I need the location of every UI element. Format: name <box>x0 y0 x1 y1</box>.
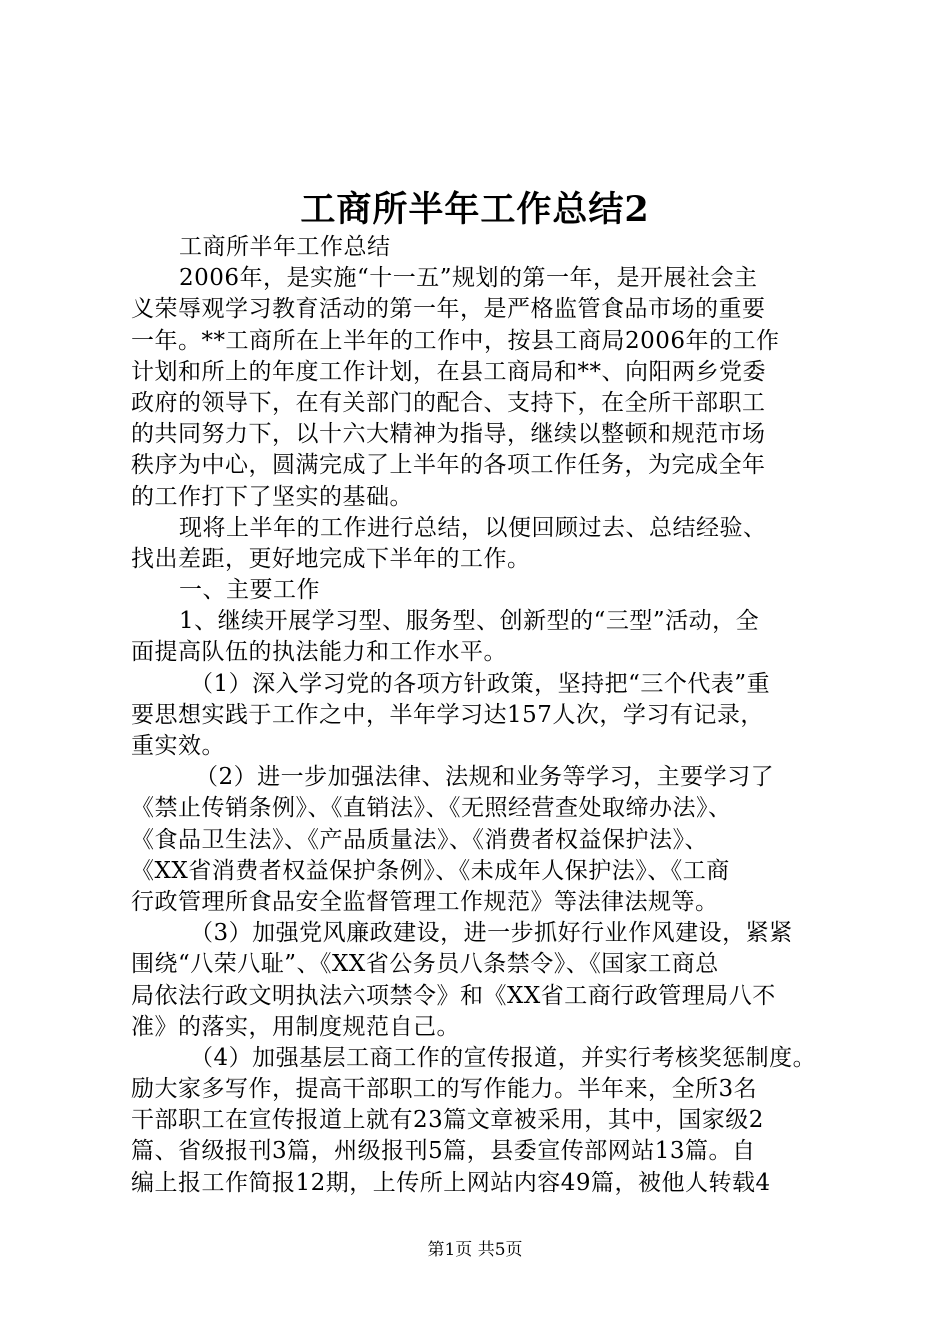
body-line: 义荣辱观学习教育活动的第一年，是严格监管食品市场的重要 <box>131 296 766 323</box>
body-line: 要思想实践于工作之中，半年学习达157人次，学习有记录， <box>131 701 764 728</box>
body-line: 1、继续开展学习型、服务型、创新型的“三型”活动，全 <box>179 608 760 635</box>
body-line: 《禁止传销条例》、《直销法》、《无照经营查处取缔办法》、 <box>131 795 732 822</box>
body-line: 找出差距，更好地完成下半年的工作。 <box>131 545 531 572</box>
body-line: 准》的落实，用制度规范自己。 <box>131 1013 460 1040</box>
body-line: 重实效。 <box>131 733 225 759</box>
body-line: 2006年，是实施“十一五”规划的第一年，是开展社会主 <box>179 265 758 292</box>
page-footer: 第1页 共5页 <box>427 1240 523 1260</box>
body-line: 计划和所上的年度工作计划，在县工商局和**、向阳两乡党委 <box>131 358 766 385</box>
body-line: 《XX省消费者权益保护条例》、《未成年人保护法》、《工商 <box>131 857 730 884</box>
body-line: 编上报工作简报12期，上传所上网站内容49篇，被他人转载4 <box>131 1169 771 1196</box>
body-line: 《食品卫生法》、《产品质量法》、《消费者权益保护法》、 <box>131 826 708 853</box>
body-line: 现将上半年的工作进行总结，以便回顾过去、总结经验、 <box>179 514 767 541</box>
body-line: 一年。**工商所在上半年的工作中，按县工商局2006年的工作 <box>131 327 780 354</box>
body-line: 行政管理所食品安全监督管理工作规范》等法律法规等。 <box>131 888 719 915</box>
document-title: 工商所半年工作总结2 <box>300 189 650 230</box>
body-line: 励大家多写作，提高干部职工的写作能力。半年来，全所3名 <box>131 1076 758 1103</box>
body-line: 秩序为中心，圆满完成了上半年的各项工作任务，为完成全年 <box>131 452 766 479</box>
body-line: 的共同努力下，以十六大精神为指导，继续以整顿和规范市场 <box>131 421 766 448</box>
body-line: 干部职工在宣传报道上就有23篇文章被采用，其中，国家级2 <box>131 1107 764 1134</box>
body-line: （1）深入学习党的各项方针政策，坚持把“三个代表”重 <box>190 670 771 697</box>
body-line: 政府的领导下，在有关部门的配合、支持下，在全所干部职工 <box>131 389 766 416</box>
body-line: 的工作打下了坚实的基础。 <box>131 483 413 510</box>
body-line: 围绕“八荣八耻”、《XX省公务员八条禁令》、《国家工商总 <box>131 951 719 978</box>
body-line: 工商所半年工作总结 <box>179 234 391 260</box>
body-line: （4）加强基层工商工作的宣传报道，并实行考核奖惩制度。 <box>190 1044 817 1071</box>
body-line: （2）进一步加强法律、法规和业务等学习，主要学习了 <box>195 764 775 791</box>
body-line: 面提高队伍的执法能力和工作水平。 <box>131 639 507 666</box>
body-line: 局依法行政文明执法六项禁令》和《XX省工商行政管理局八不 <box>131 982 776 1009</box>
body-line: （3）加强党风廉政建设，进一步抓好行业作风建设，紧紧 <box>190 920 793 947</box>
document-body <box>131 232 831 1199</box>
body-line: 篇、省级报刊3篇，州级报刊5篇，县委宣传部网站13篇。自 <box>131 1138 756 1165</box>
body-line: 一、主要工作 <box>179 577 320 604</box>
